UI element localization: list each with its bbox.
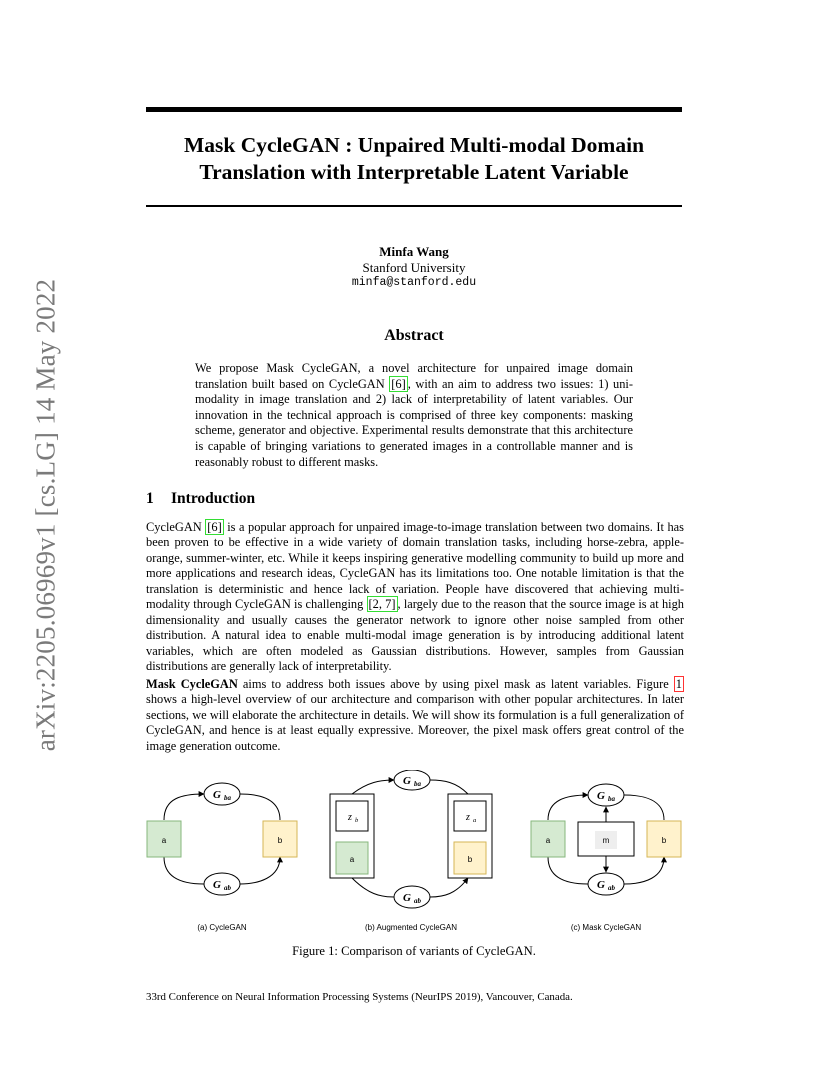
node-label: m (602, 836, 610, 845)
svg-text:G (213, 879, 221, 891)
abstract-text-part: , with an aim to address two issues: 1) uni-modality in image translation and 2) lack of interpretability of latent variables. Our innovation in the technical approach is comprised of three key components: masking scheme, generator and objective. Experimental results demonstrate that this architecture is capable of bringing variations to generated images in a controllable manner and is reasonably robust to different masks. (195, 376, 633, 469)
citation-link[interactable]: [6] (391, 376, 406, 391)
latent-subscript: b (355, 817, 359, 824)
svg-text:ab (414, 897, 422, 905)
svg-text:m (603, 836, 610, 845)
svg-text:z (465, 812, 470, 823)
section-title: Introduction (171, 490, 256, 507)
arrow (430, 780, 468, 794)
arrow (352, 780, 394, 794)
svg-text:a (162, 836, 167, 845)
title-bottom-rule (146, 205, 682, 207)
paragraph-bold-term: Mask CycleGAN (146, 677, 238, 691)
abstract-text (195, 361, 633, 470)
generator-ab-node (394, 886, 430, 908)
arrow (240, 794, 280, 820)
node-label: a (161, 836, 167, 845)
subfigure-label: (a) CycleGAN (197, 923, 247, 932)
svg-text:a (546, 836, 551, 845)
generator-subscript: ba (608, 795, 615, 803)
svg-text:a (473, 817, 476, 824)
svg-text:ba (224, 794, 232, 802)
section-heading-introduction (146, 490, 255, 508)
generator-ba-node (588, 784, 624, 806)
paragraph-text: shows a high-level overview of our architecture and comparison with other popular architectures. In later sections, we will elaborate the architecture in details. We will show its formulation is a full generalization of CycleGAN, and hence is at least equally expressive. Moreover, the pixel mask offers great control of the image generation outcome. (146, 692, 684, 753)
svg-text:(c) Mask CycleGAN (571, 923, 641, 932)
svg-text:ab (224, 884, 232, 892)
node-label: a (545, 836, 551, 845)
latent-za-node (454, 801, 486, 831)
generator-symbol: G (403, 892, 411, 904)
subfigure-b-augmented-cyclegan (330, 770, 492, 932)
abstract-heading: Abstract (384, 327, 444, 344)
latent-zb-node (336, 801, 368, 831)
title-top-rule (146, 107, 682, 112)
figure-caption: Figure 1: Comparison of variants of CycleGAN. (292, 944, 536, 958)
generator-subscript: ab (224, 884, 231, 892)
latent-symbol: z (466, 812, 470, 823)
node-label: b (467, 855, 473, 864)
generator-ba-node (394, 770, 430, 790)
title-line-2: Translation with Interpretable Latent Variable (199, 160, 629, 184)
subfigure-a-cyclegan (147, 783, 297, 932)
section-number: 1 (146, 490, 154, 507)
paper-title (146, 132, 682, 186)
svg-text:G (403, 775, 411, 787)
figure-1 (140, 770, 688, 935)
arrow (164, 794, 204, 820)
title-line-1: Mask CycleGAN : Unpaired Multi-modal Domain (183, 133, 645, 157)
generator-symbol: G (597, 790, 605, 802)
generator-subscript: ab (414, 897, 421, 905)
arrow (240, 857, 280, 884)
paragraph-text: aims to address both issues above by using pixel mask as latent variables. Figure (237, 677, 674, 691)
generator-ab-node (204, 873, 240, 895)
paragraph-text: , largely due to the reason that the source image is at high dimensionality and usually causes the generator network to ignore other noise sampled from other distribution. A natural idea to enable multi-modal image generation is by introducing additional latent variables, which are often modeled as Gaussian distributions. However, samples from Gaussian distributions are generally lack of interpretability. (146, 597, 685, 674)
svg-text:b (278, 836, 283, 845)
svg-text:a (350, 855, 355, 864)
svg-text:G (403, 892, 411, 904)
latent-symbol: z (348, 812, 352, 823)
latent-subscript: a (473, 817, 477, 824)
generator-subscript: ab (608, 884, 615, 892)
svg-text:(b) Augmented CycleGAN (365, 923, 457, 932)
svg-text:ab (608, 884, 616, 892)
subfigure-label: (c) Mask CycleGAN (570, 923, 642, 932)
arrow (352, 878, 394, 897)
arrow (164, 857, 204, 884)
svg-text:z (347, 812, 352, 823)
paragraph-text: is a popular approach for unpaired image-to-image translation between two domains. It has been proven to be effective in a wide variety of domain translation tasks, including horse-zebra, apple-orange, summer-winter, etc. While it keeps inspiring generative modelling community to build up more and more applications and research ideas, CycleGAN has its limitations too. One notable limitation is that the translation is deterministic and hence lack of variation. People have discovered that achieving multi-modality through CycleGAN is challenging (146, 520, 684, 612)
generator-ba-node (204, 783, 240, 805)
generator-symbol: G (213, 879, 221, 891)
citation-link[interactable]: [6] (207, 520, 222, 534)
author-name: Minfa Wang (379, 244, 449, 259)
svg-text:ba (414, 780, 422, 788)
subfigure-c-mask-cyclegan (531, 784, 681, 932)
citation-link[interactable]: [2, 7] (368, 597, 396, 612)
generator-subscript: ba (414, 780, 421, 788)
abstract-text-part: We propose Mask CycleGAN, a novel architecture for unpaired image domain translation built based on CycleGAN (195, 361, 633, 391)
node-label: b (277, 836, 283, 845)
generator-symbol: G (213, 789, 221, 801)
generator-ab-node (588, 873, 624, 895)
conference-footnote: 33rd Conference on Neural Information Processing Systems (NeurIPS 2019), Vancouver, Canada. (146, 991, 573, 1003)
intro-paragraph-1 (146, 520, 684, 675)
intro-paragraph-2 (146, 677, 684, 754)
svg-text:(a) CycleGAN (197, 923, 247, 932)
arrow (624, 795, 664, 820)
node-label: a (349, 855, 355, 864)
subfigure-label: (b) Augmented CycleGAN (364, 923, 458, 932)
figure-reference-link[interactable]: 1 (675, 677, 682, 691)
paragraph-text: CycleGAN (146, 520, 206, 534)
arrow (548, 795, 588, 820)
author-email[interactable]: minfa@stanford.edu (351, 276, 477, 289)
svg-text:b (662, 836, 667, 845)
generator-subscript: ba (224, 794, 231, 802)
author-affiliation: Stanford University (362, 260, 466, 275)
arrow (548, 857, 588, 884)
generator-symbol: G (597, 879, 605, 891)
svg-text:ba (608, 795, 616, 803)
svg-text:G (597, 879, 605, 891)
node-label: b (661, 836, 667, 845)
svg-text:G (597, 790, 605, 802)
arxiv-identifier: arXiv:2205.06969v1 [cs.LG] 14 May 2022 (30, 278, 61, 752)
svg-text:b (468, 855, 473, 864)
arrow (430, 878, 468, 897)
svg-text:G (213, 789, 221, 801)
arrow (624, 857, 664, 884)
generator-symbol: G (403, 775, 411, 787)
